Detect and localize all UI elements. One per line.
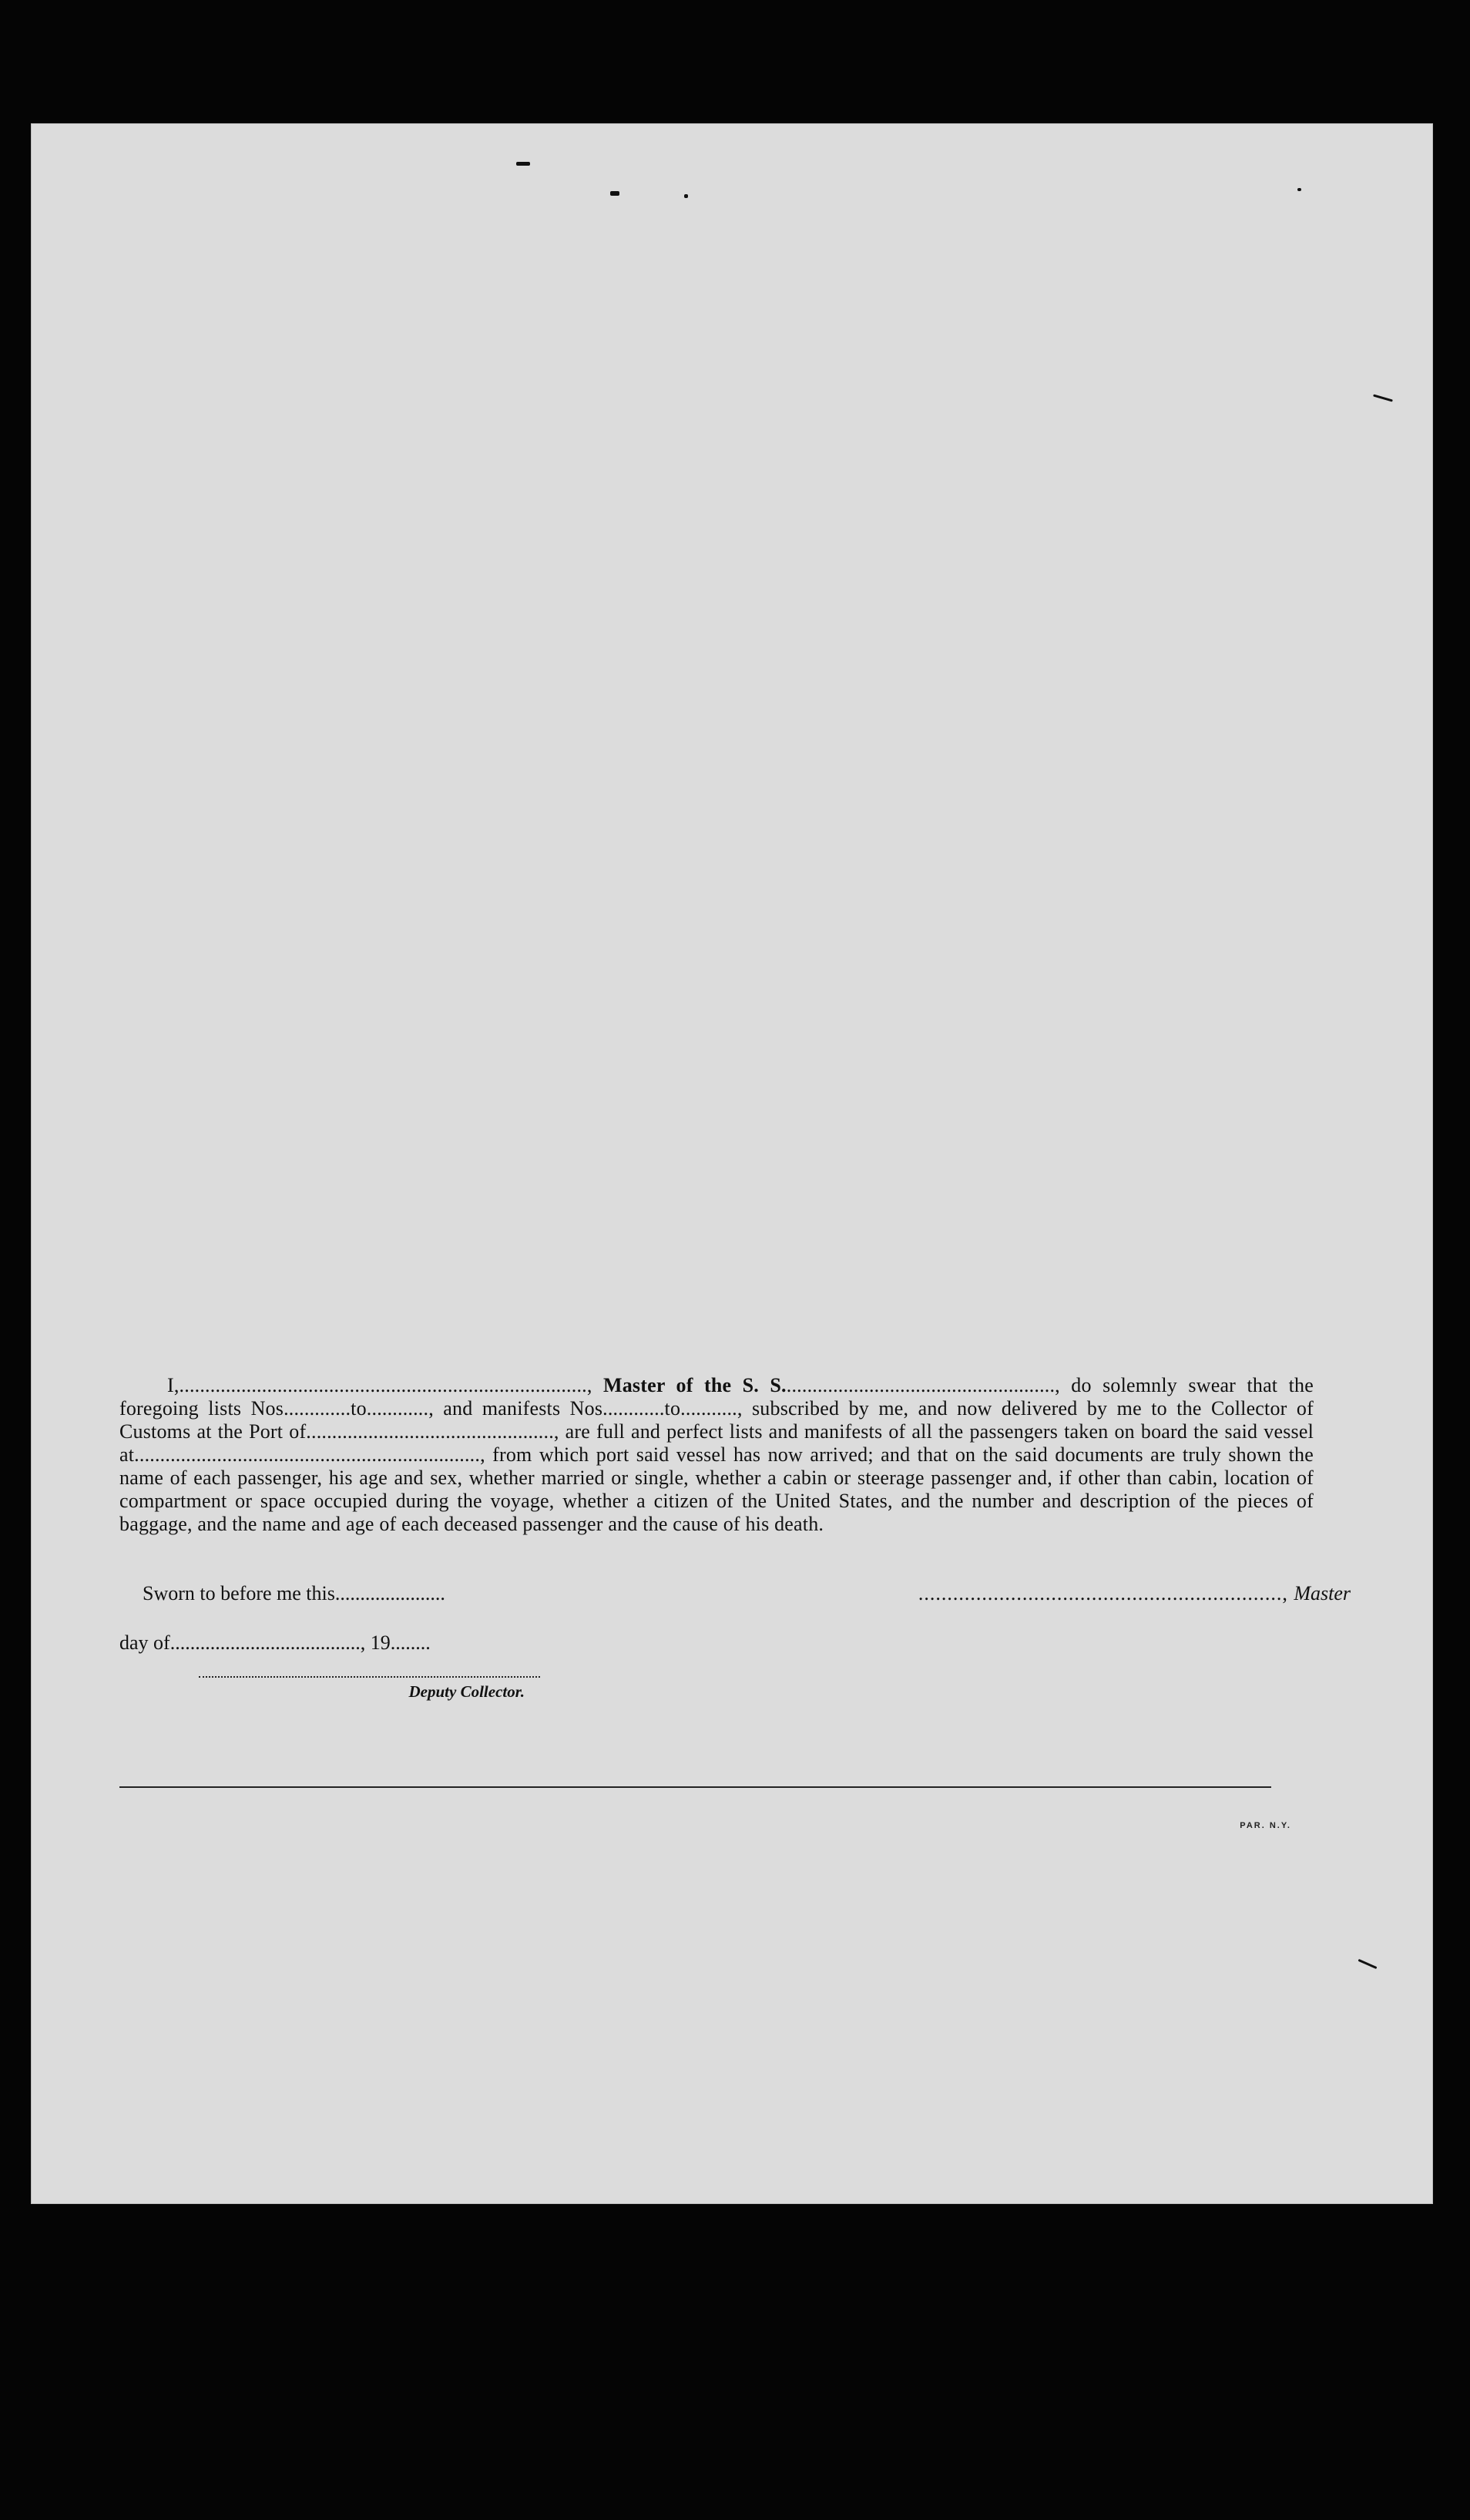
oath-intro: I,..............................................................................., bbox=[167, 1374, 603, 1396]
ink-speck bbox=[684, 194, 688, 198]
date-line: day of......................................, 19........ bbox=[119, 1631, 431, 1654]
oath-master-of: Master of the S. S. bbox=[602, 1374, 787, 1396]
document-page bbox=[31, 123, 1433, 2204]
oath-body: ...................................................., do solemnly swear that the foregoing lists Nos.............to............, and manifests Nos............to..........., subscribed by me, and now delivered by me to the Collector of Customs at the Port of................................................, are full and perfect lists and manifests of all the passengers taken on board the said vessel at..................................................................., from which port said vessel has now arrived; and that on the said documents are truly shown the name of each passenger, his age and sex, whether married or single, whether a cabin or steerage passenger and, if other than cabin, location of compartment or space occupied during the voyage, whether a citizen of the United States, and the number and description of the pieces of baggage, and the name and age of each deceased passenger and the cause of his death. bbox=[119, 1374, 1314, 1535]
printer-mark: PAR. N.Y. bbox=[1240, 1821, 1291, 1830]
ink-speck bbox=[516, 162, 530, 166]
master-signature-line bbox=[918, 1582, 1351, 1605]
horizontal-rule bbox=[119, 1786, 1271, 1788]
deputy-signature-line bbox=[199, 1676, 540, 1678]
master-signature-role: Master bbox=[1294, 1582, 1351, 1604]
ink-speck bbox=[610, 191, 619, 196]
deputy-collector-label: Deputy Collector. bbox=[408, 1682, 525, 1701]
ink-speck bbox=[1358, 1959, 1378, 1969]
sworn-line: Sworn to before me this...................... bbox=[143, 1582, 445, 1604]
ink-speck bbox=[1297, 188, 1301, 191]
oath-paragraph bbox=[119, 1374, 1314, 1536]
master-signature-dots: ..............................................................., bbox=[918, 1582, 1294, 1604]
ink-speck bbox=[1373, 394, 1393, 402]
